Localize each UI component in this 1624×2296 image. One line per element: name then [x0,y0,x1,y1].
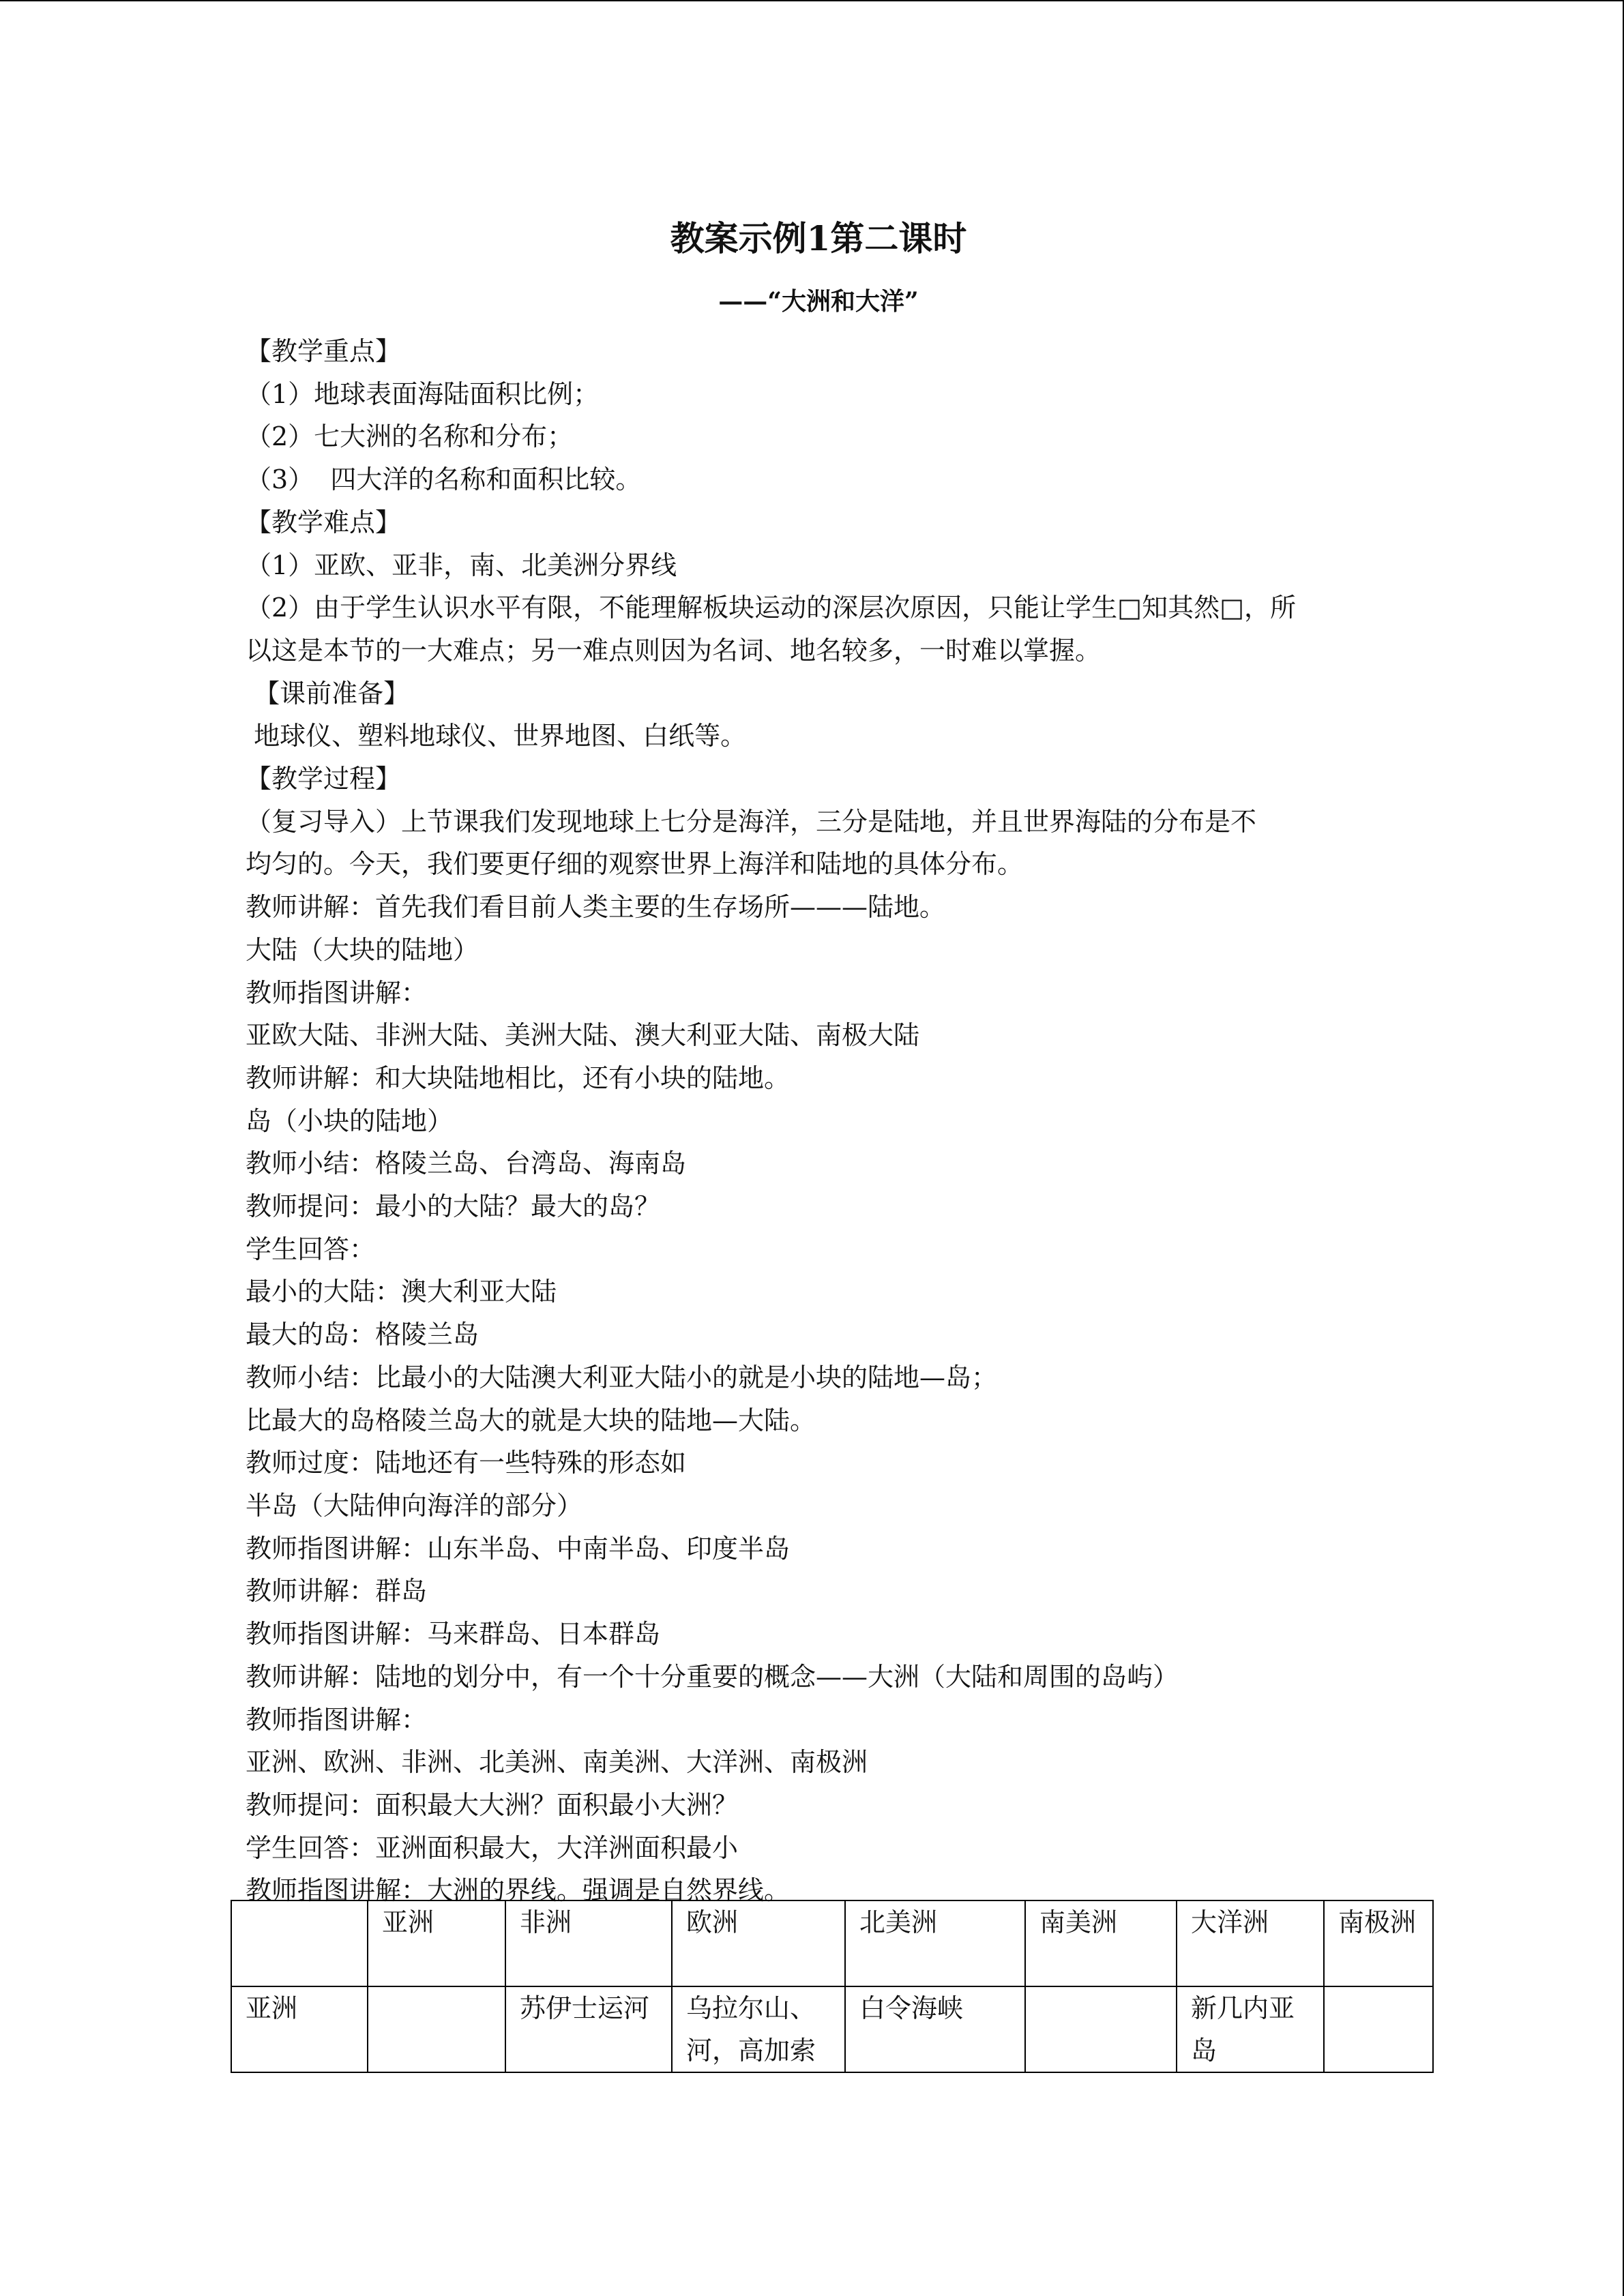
text-line: 教师讲解：首先我们看目前人类主要的生存场所———陆地。 [246,892,946,923]
table-header-cell: 欧洲 [672,1900,845,1986]
text-line: 【教学难点】 [246,507,402,537]
text-line: 【教学重点】 [246,336,402,366]
text-line: （3） 四大洋的名称和面积比较。 [246,464,642,495]
text-line: （2）由于学生认识水平有限，不能理解板块运动的深层次原因，只能让学生□知其然□，所 [246,593,1296,623]
document-body [246,205,1391,1912]
text-line: 学生回答： [246,1234,376,1264]
text-line: （复习导入）上节课我们发现地球上七分是海洋，三分是陆地，并且世界海陆的分布是不 [246,806,1257,837]
text-line: 教师指图讲解： [246,1704,428,1735]
text-line: 教师指图讲解：大洲的界线。强调是自然界线。 [246,1875,791,1906]
text-line: 教师过度：陆地还有一些特殊的形态如 [246,1448,687,1478]
table-cell: 乌拉尔山、河，高加索 [672,1986,845,2072]
text-line: 【课前准备】 [246,678,410,709]
document-subtitle: ——“大洲和大洋” [718,287,919,316]
table-header-row [231,1900,1433,1986]
table-header-cell: 亚洲 [368,1900,505,1986]
table-cell [368,1986,505,2072]
text-line: 以这是本节的一大难点；另一难点则因为名词、地名较多，一时难以掌握。 [246,635,1102,666]
text-line: 均匀的。今天，我们要更仔细的观察世界上海洋和陆地的具体分布。 [246,849,1024,880]
text-line: 亚洲、欧洲、非洲、北美洲、南美洲、大洋洲、南极洲 [246,1747,868,1778]
text-line: 教师指图讲解：山东半岛、中南半岛、印度半岛 [246,1533,791,1564]
text-line: 教师指图讲解：马来群岛、日本群岛 [246,1619,661,1650]
table-header-cell: 非洲 [505,1900,672,1986]
text-line: 地球仪、塑料地球仪、世界地图、白纸等。 [246,721,747,751]
text-line: 最小的大陆：澳大利亚大陆 [246,1277,557,1307]
text-line: 教师指图讲解： [246,977,428,1008]
text-line: 学生回答：亚洲面积最大，大洋洲面积最小 [246,1832,739,1863]
table-cell: 新几内亚岛 [1177,1986,1324,2072]
document-title: 教案示例1第二课时 [670,218,967,258]
text-line: 岛（小块的陆地） [246,1105,454,1136]
text-line: 教师小结：格陵兰岛、台湾岛、海南岛 [246,1148,687,1179]
text-line: 教师讲解：群岛 [246,1576,428,1607]
text-line: （2）七大洲的名称和分布； [246,421,574,452]
text-line: 大陆（大块的陆地） [246,934,479,965]
table-header-cell: 北美洲 [845,1900,1025,1986]
text-line: 教师提问：面积最大大洲？面积最小大洲？ [246,1789,739,1820]
table-header-cell: 南极洲 [1324,1900,1433,1986]
table-header-cell: 大洋洲 [1177,1900,1324,1986]
text-line: （1）地球表面海陆面积比例； [246,378,600,409]
document-text [246,330,1391,1912]
text-line: 最大的岛：格陵兰岛 [246,1320,479,1350]
text-line: 比最大的岛格陵兰岛大的就是大块的陆地—大陆。 [246,1405,816,1435]
continent-borders-table [231,1900,1434,2073]
text-line: 半岛（大陆伸向海洋的部分） [246,1490,583,1521]
text-line: 【教学过程】 [246,764,402,794]
text-line: 教师讲解：和大块陆地相比，还有小块的陆地。 [246,1062,791,1093]
table-cell: 苏伊士运河 [505,1986,672,2072]
table-cell [1025,1986,1177,2072]
table-cell: 白令海峡 [845,1986,1025,2072]
table-cell: 亚洲 [231,1986,368,2072]
table-cell [1324,1986,1433,2072]
text-line: 教师讲解：陆地的划分中，有一个十分重要的概念——大洲（大陆和周围的岛屿） [246,1661,1179,1692]
text-line: 教师提问：最小的大陆？最大的岛？ [246,1191,661,1222]
table-header-cell: 南美洲 [1025,1900,1177,1986]
text-line: （1）亚欧、亚非，南、北美洲分界线 [246,550,677,580]
text-line: 教师小结：比最小的大陆澳大利亚大陆小的就是小块的陆地—岛； [246,1362,998,1392]
table-row [231,1986,1433,2072]
text-line: 亚欧大陆、非洲大陆、美洲大陆、澳大利亚大陆、南极大陆 [246,1020,920,1051]
table-header-cell [231,1900,368,1986]
